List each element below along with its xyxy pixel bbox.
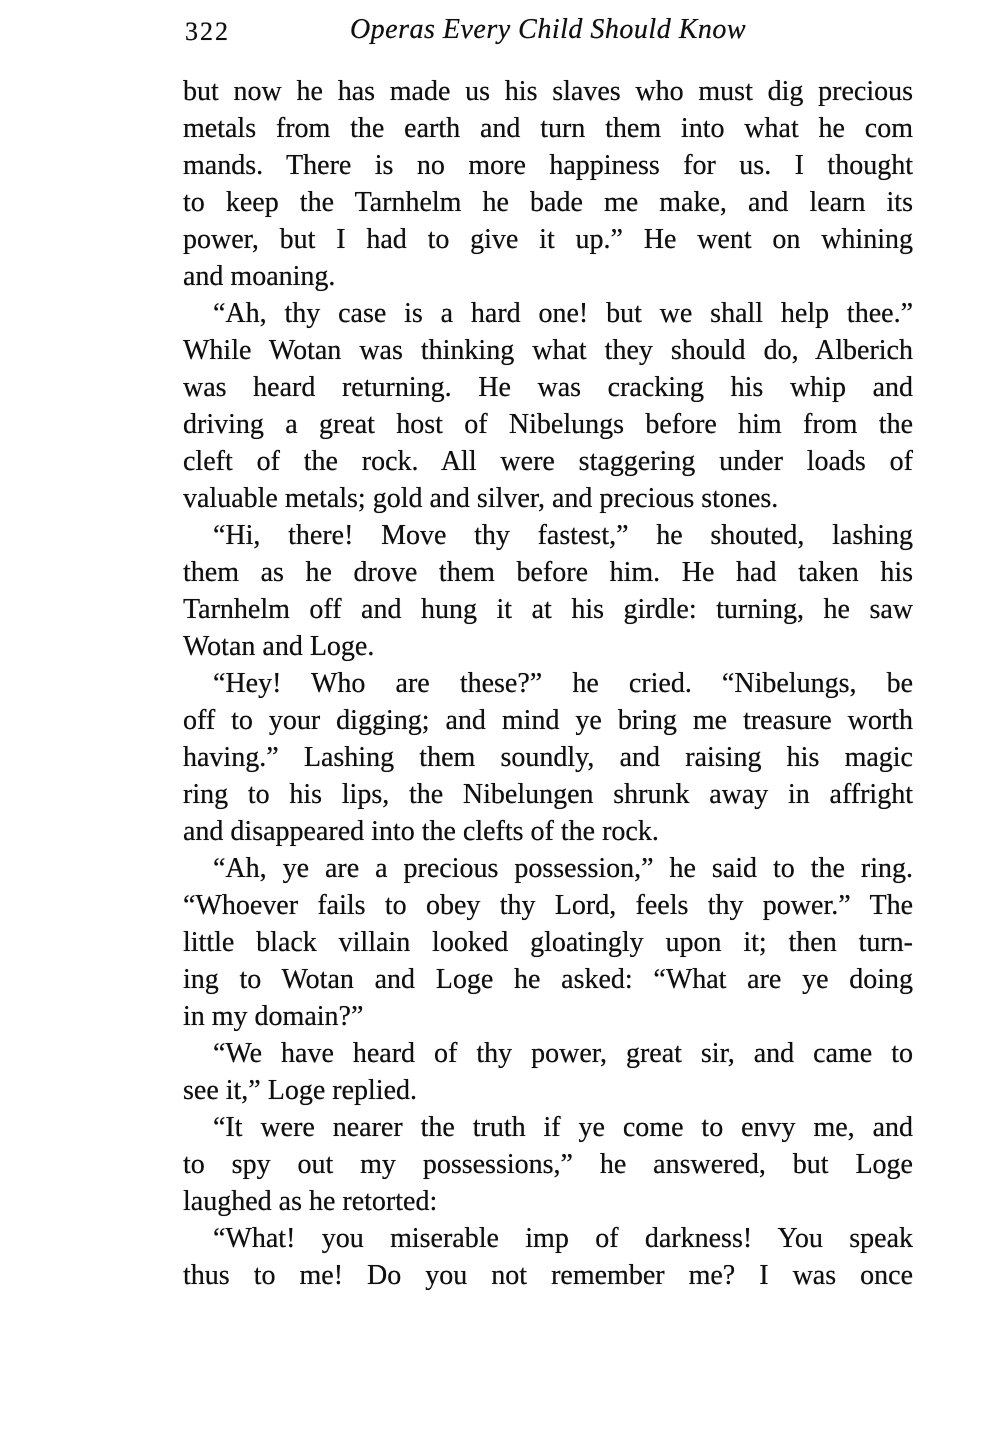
- text-line: off to your digging; and mind ye bring me treasure worth: [183, 705, 913, 736]
- text-line: Wotan and Loge.: [183, 631, 375, 662]
- text-line: laughed as he retorted:: [183, 1186, 438, 1217]
- text-line: “We have heard of thy power, great sir, and came to: [213, 1038, 913, 1069]
- text-line: driving a great host of Nibelungs before him from the: [183, 409, 913, 440]
- text-line: ring to his lips, the Nibelungen shrunk away in affright: [183, 779, 913, 810]
- text-line: but now he has made us his slaves who must dig precious: [183, 76, 913, 107]
- text-line: power, but I had to give it up.” He went on whining: [183, 224, 913, 255]
- text-line: valuable metals; gold and silver, and precious stones.: [183, 483, 779, 514]
- text-line: in my domain?”: [183, 1001, 364, 1032]
- text-line: see it,” Loge replied.: [183, 1075, 418, 1106]
- page-body: [183, 73, 913, 1294]
- text-line: was heard returning. He was cracking his whip and: [183, 372, 913, 403]
- page-number: 322: [185, 17, 230, 46]
- text-line: “Hey! Who are these?” he cried. “Nibelungs, be: [213, 668, 913, 699]
- text-line: “Hi, there! Move thy fastest,” he shouted, lashing: [213, 520, 913, 551]
- text-line: ing to Wotan and Loge he asked: “What are ye doing: [183, 964, 913, 995]
- text-line: “Whoever fails to obey thy Lord, feels thy power.” The: [183, 890, 913, 921]
- text-line: cleft of the rock. All were staggering under loads of: [183, 446, 913, 477]
- text-line: and disappeared into the clefts of the rock.: [183, 816, 659, 847]
- text-line: “Ah, thy case is a hard one! but we shall help thee.”: [213, 298, 913, 329]
- text-line: metals from the earth and turn them into what he com: [183, 113, 913, 144]
- running-header-title: Operas Every Child Should Know: [349, 14, 747, 45]
- text-line: “It were nearer the truth if ye come to envy me, and: [213, 1112, 913, 1143]
- text-line: “What! you miserable imp of darkness! You speak: [213, 1223, 913, 1254]
- text-line: Tarnhelm off and hung it at his girdle: turning, he saw: [183, 594, 913, 625]
- text-line: thus to me! Do you not remember me? I was once: [183, 1260, 913, 1291]
- text-line: While Wotan was thinking what they should do, Alberich: [183, 335, 913, 366]
- page-header: [183, 14, 913, 50]
- text-line: to spy out my possessions,” he answered, but Loge: [183, 1149, 913, 1180]
- text-line: and moaning.: [183, 261, 336, 292]
- text-line: to keep the Tarnhelm he bade me make, and learn its: [183, 187, 913, 218]
- text-line: having.” Lashing them soundly, and raising his magic: [183, 742, 913, 773]
- text-line: “Ah, ye are a precious possession,” he said to the ring.: [213, 853, 913, 884]
- text-line: them as he drove them before him. He had taken his: [183, 557, 913, 588]
- text-line: little black villain looked gloatingly upon it; then turn-: [183, 927, 913, 958]
- text-line: mands. There is no more happiness for us. I thought: [183, 150, 913, 181]
- text-column: [183, 14, 913, 1294]
